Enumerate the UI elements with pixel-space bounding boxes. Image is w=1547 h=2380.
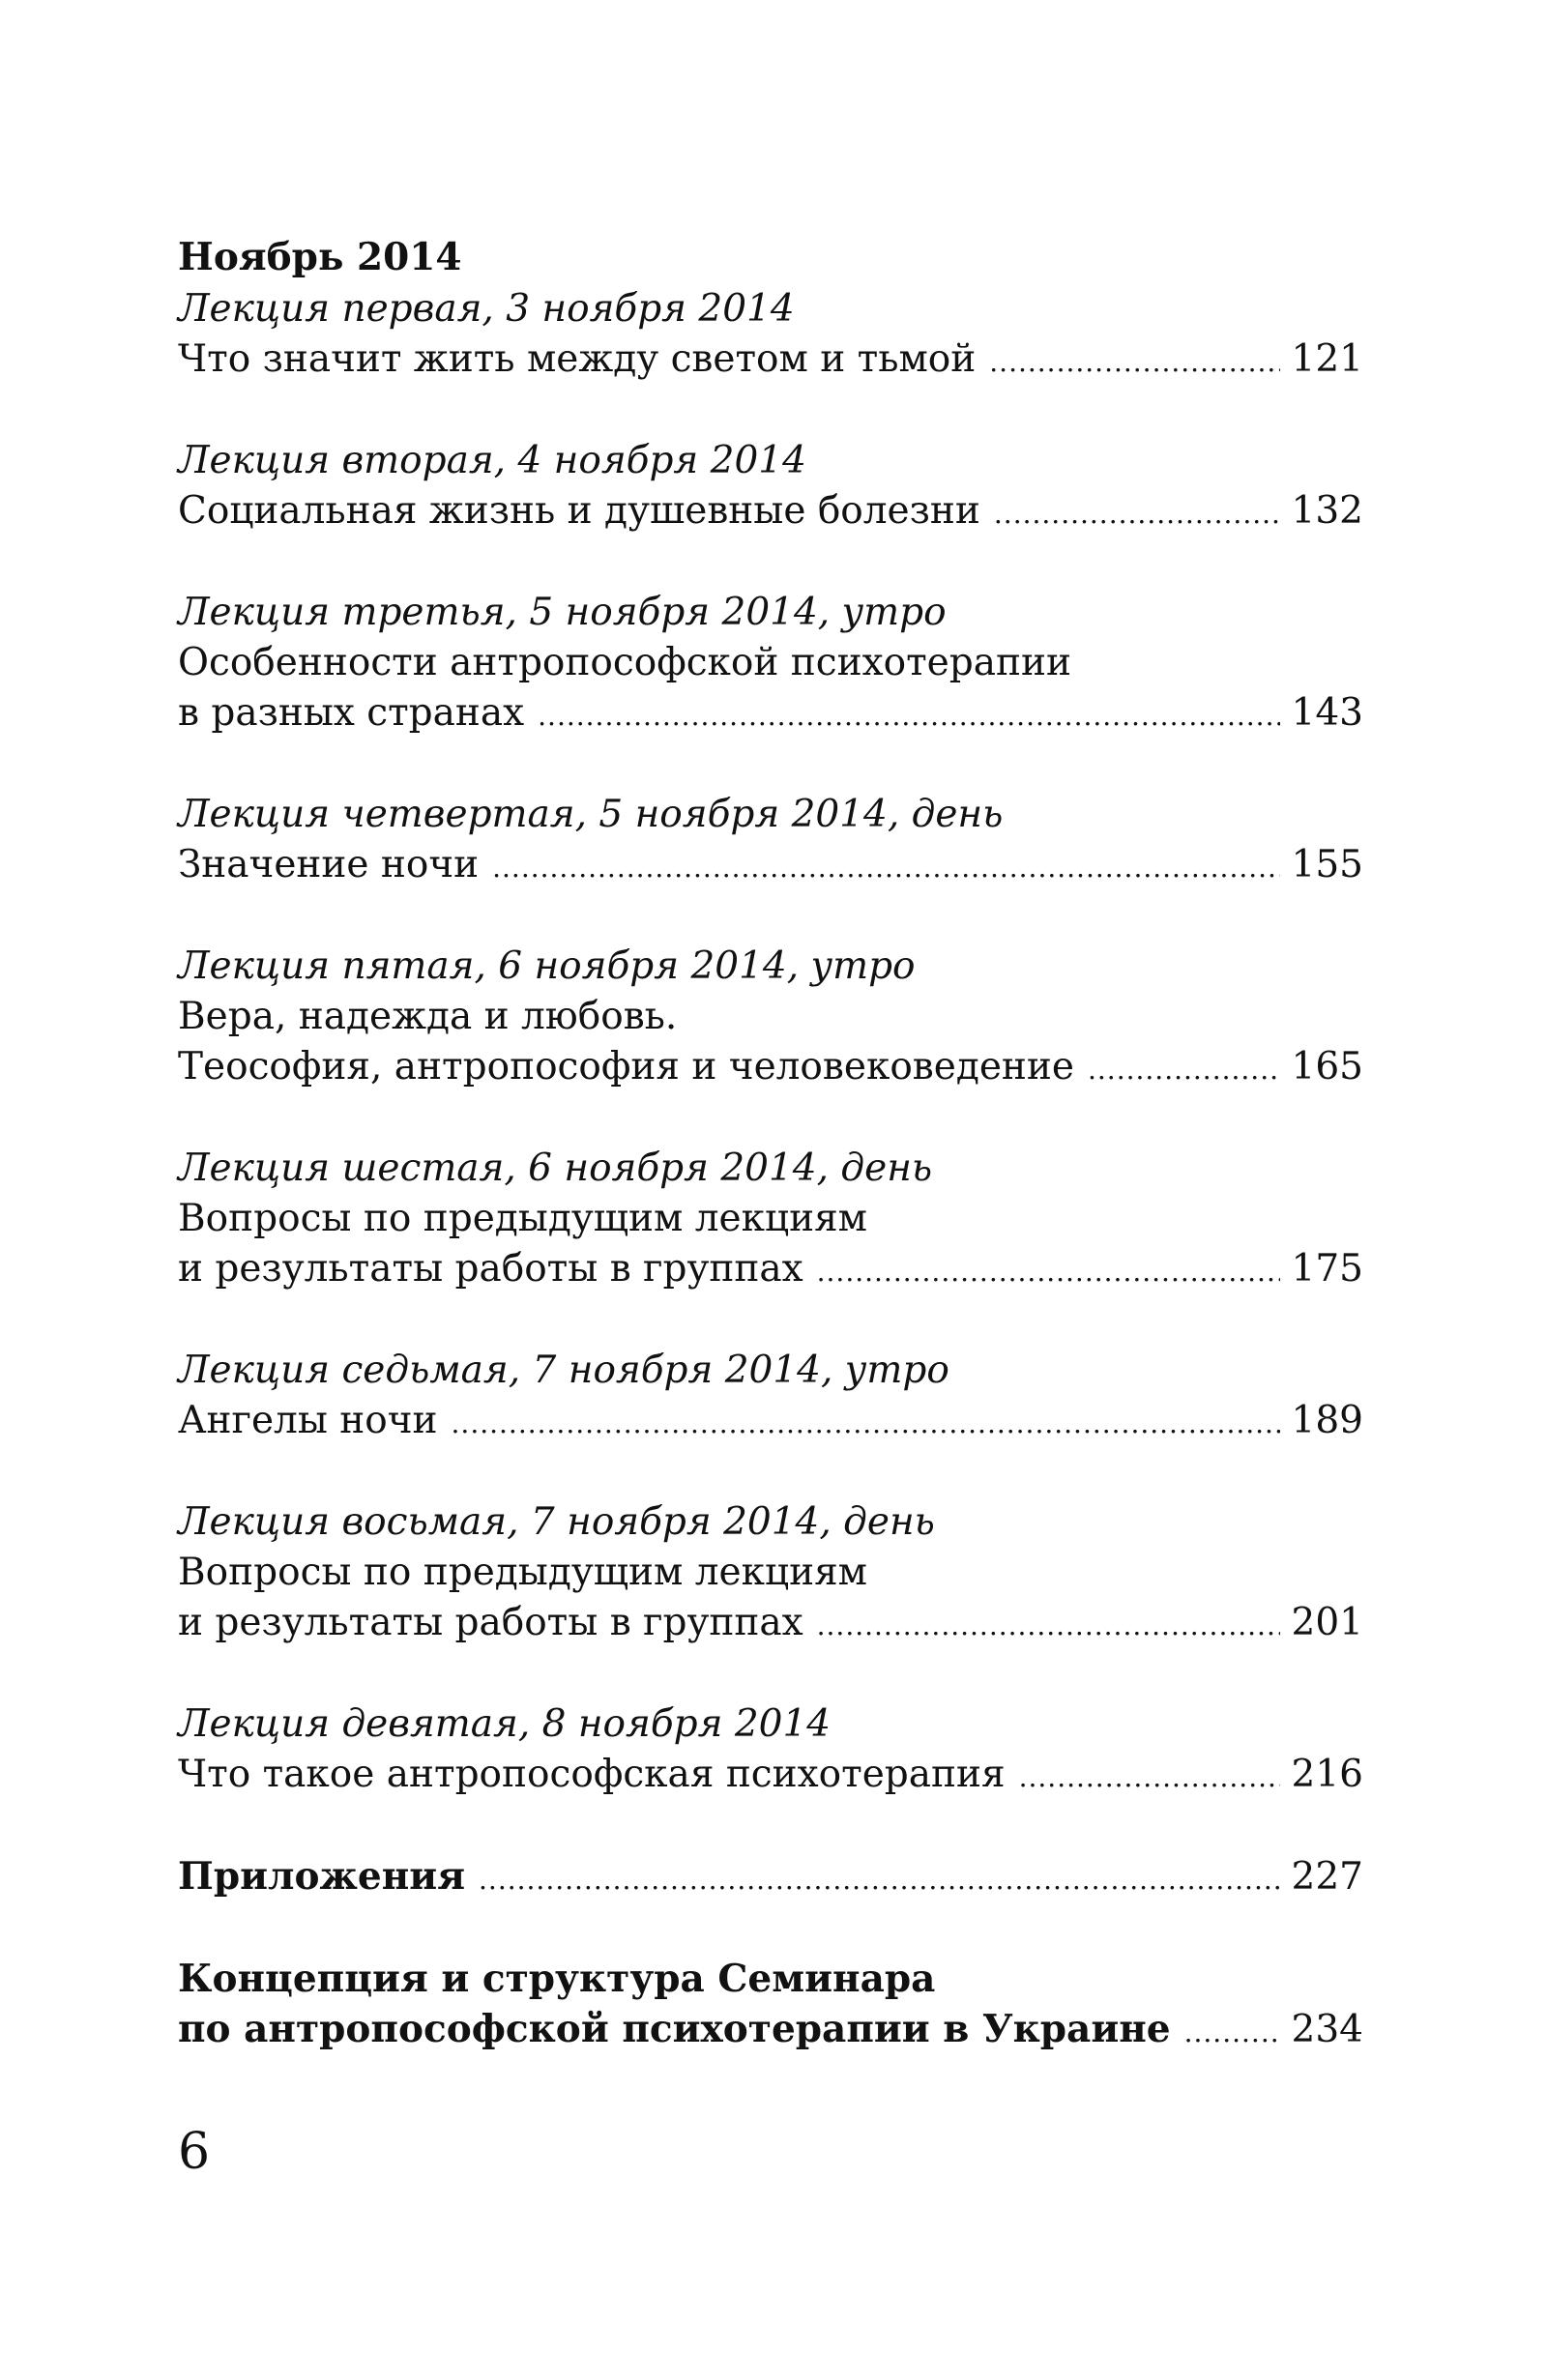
- toc-entry-7: [178, 1346, 1363, 1449]
- toc-line: [178, 334, 1363, 388]
- table-of-contents: [178, 230, 1363, 2106]
- toc-line: [178, 1851, 1363, 1905]
- lecture-label: Лекция четвертая, 5 ноября 2014, день: [178, 793, 1004, 836]
- toc-entry-8: [178, 1497, 1363, 1651]
- dot-leader: [452, 1399, 1280, 1449]
- dot-leader: [989, 337, 1279, 388]
- lecture-label: Лекция пятая, 6 ноября 2014, утро: [178, 944, 916, 988]
- entry-page: 165: [1291, 1045, 1363, 1088]
- toc-entry-concept: [178, 1954, 1363, 2058]
- entry-title: Приложения: [178, 1854, 466, 1899]
- entry-page: 121: [1291, 337, 1363, 381]
- toc-entry-appendix: [178, 1851, 1363, 1905]
- entry-title: по антропософской психотерапии в Украине: [178, 2007, 1171, 2051]
- toc-entry-6: [178, 1144, 1363, 1297]
- toc-line: [178, 1396, 1363, 1449]
- lecture-label: Лекция третья, 5 ноября 2014, утро: [178, 591, 947, 634]
- toc-line: [178, 1244, 1363, 1297]
- toc-entry-5: [178, 942, 1363, 1095]
- entry-page: 189: [1291, 1399, 1363, 1442]
- entry-title-line: Вера, надежда и любовь.: [178, 995, 678, 1038]
- toc-line: [178, 688, 1363, 741]
- dot-leader: [492, 843, 1279, 893]
- entry-page: 155: [1291, 843, 1363, 886]
- dot-leader: [817, 1247, 1280, 1297]
- lecture-label: Лекция восьмая, 7 ноября 2014, день: [178, 1500, 935, 1544]
- entry-title: Что такое антропософская психотерапия: [178, 1753, 1006, 1796]
- entry-title-line: Особенности антропософской психотерапии: [178, 641, 1071, 684]
- entry-title-line: Вопросы по предыдущим лекциям: [178, 1197, 868, 1240]
- toc-line: [178, 1042, 1363, 1095]
- dot-leader: [994, 489, 1280, 539]
- toc-line: [178, 2004, 1363, 2058]
- dot-leader: [1088, 1045, 1280, 1095]
- lecture-label: Лекция девятая, 8 ноября 2014: [178, 1702, 832, 1746]
- entry-title-line: Вопросы по предыдущим лекциям: [178, 1551, 868, 1594]
- entry-page: 216: [1291, 1753, 1363, 1796]
- entry-page: 227: [1291, 1855, 1363, 1899]
- lecture-label: Лекция шестая, 6 ноября 2014, день: [178, 1146, 933, 1190]
- entry-title: и результаты работы в группах: [178, 1601, 803, 1644]
- entry-title-line: Концепция и структура Семинара: [178, 1957, 936, 2001]
- section-heading: Ноябрь 2014: [178, 235, 462, 279]
- entry-title: Социальная жизнь и душевные болезни: [178, 489, 980, 533]
- dot-leader: [538, 691, 1279, 741]
- dot-leader: [1184, 2008, 1280, 2058]
- entry-page: 175: [1291, 1247, 1363, 1291]
- page-number: 6: [178, 2123, 211, 2181]
- entry-title: Что значит жить между светом и тьмой: [178, 337, 977, 381]
- dot-leader: [479, 1855, 1280, 1905]
- lecture-label: Лекция вторая, 4 ноября 2014: [178, 439, 806, 482]
- toc-entry-1: [178, 284, 1363, 388]
- entry-page: 234: [1291, 2008, 1363, 2051]
- entry-page: 132: [1291, 489, 1363, 533]
- toc-entry-9: [178, 1699, 1363, 1803]
- toc-line: [178, 1750, 1363, 1803]
- toc-line: [178, 486, 1363, 539]
- entry-page: 143: [1291, 691, 1363, 735]
- toc-entry-3: [178, 588, 1363, 741]
- entry-title: в разных странах: [178, 691, 525, 735]
- lecture-label: Лекция седьмая, 7 ноября 2014, утро: [178, 1349, 949, 1392]
- dot-leader: [1019, 1753, 1280, 1803]
- entry-title: и результаты работы в группах: [178, 1247, 803, 1291]
- entry-page: 201: [1291, 1601, 1363, 1644]
- toc-line: [178, 840, 1363, 893]
- toc-entry-2: [178, 436, 1363, 539]
- entry-title: Теософия, антропософия и человековедение: [178, 1045, 1074, 1088]
- lecture-label: Лекция первая, 3 ноября 2014: [178, 287, 795, 331]
- entry-title: Значение ночи: [178, 843, 480, 886]
- toc-entry-4: [178, 790, 1363, 893]
- dot-leader: [817, 1601, 1280, 1651]
- entry-title: Ангелы ночи: [178, 1399, 438, 1442]
- toc-line: [178, 1598, 1363, 1651]
